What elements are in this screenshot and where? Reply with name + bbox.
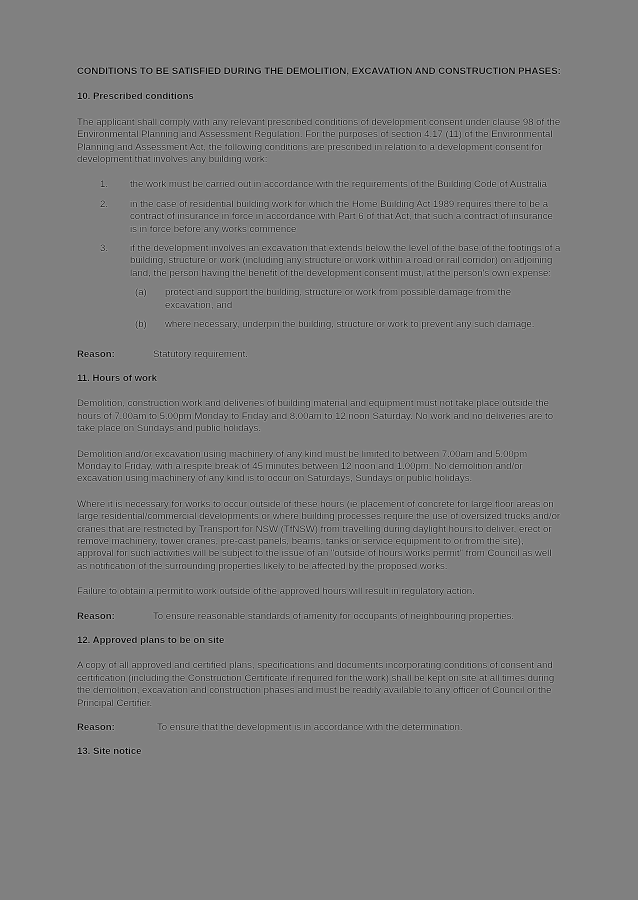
sub-list-item xyxy=(77,319,561,331)
section-11-heading: 11. Hours of work xyxy=(77,372,157,384)
sub-list-item-label: (a) xyxy=(135,287,147,299)
list-item xyxy=(77,199,561,236)
section-10-heading: 10. Prescribed conditions xyxy=(77,91,194,103)
list-item-number: 2. xyxy=(100,198,109,210)
document-page xyxy=(77,66,561,759)
sub-list-item-text: where necessary, underpin the building, structure or work to prevent any such damage. xyxy=(165,319,535,331)
reason-label: Reason: xyxy=(77,348,115,360)
sub-list-item-text: protect and support the building, structure or work from possible damage from the excavation, and xyxy=(165,287,512,311)
sub-list-item xyxy=(77,287,561,312)
reason-row xyxy=(77,349,561,361)
list-item-number: 1. xyxy=(100,179,109,191)
section-13-heading: 13. Site notice xyxy=(77,746,142,758)
reason-row xyxy=(77,722,561,734)
reason-text: To ensure that the development is in accordance with the determination. xyxy=(157,722,463,734)
sub-list-item-label: (b) xyxy=(135,319,147,331)
reason-label: Reason: xyxy=(77,722,115,734)
document-title: CONDITIONS TO BE SATISFIED DURING THE DEMOLITION, EXCAVATION AND CONSTRUCTION PHASES: xyxy=(77,66,561,77)
reason-text: To ensure reasonable standards of amenity for occupants of neighbouring properties. xyxy=(153,610,515,622)
list-item xyxy=(77,179,561,191)
reason-text: Statutory requirement. xyxy=(153,348,248,360)
section-11-paragraph: Demolition and/or excavation using machinery of any kind must be limited to between 7.00am and 5.00pm Monday to Friday, with a respite break of 45 minutes between 12 noon and 1.00pm. No demolition and/or excavation using machinery of any kind is to occur on Saturdays, Sundays or public holidays. xyxy=(77,448,528,485)
section-11-paragraph: Where it is necessary for works to occur outside of these hours (ie placement of concrete for large floor areas on large residential/commercial developments or where building processes require the use of oversized trucks and/or cranes that are restricted by Transport for NSW (TfNSW) from travelling during daylight hours to deliver, erect or remove machinery, tower cranes, pre-cast panels, beams, tanks or service equipment to or from the site), approval for such activities will be subject to the issue of an "outside of hours works permit" from Council as well as notification of the surrounding properties likely to be affected by the proposed works. xyxy=(77,498,561,572)
list-item-text: the work must be carried out in accordance with the requirements of the Building Code of Australia xyxy=(130,179,548,191)
section-10-intro: The applicant shall comply with any relevant prescribed conditions of development consent under clause 98 of the Environmental Planning and Assessment Regulation. For the purposes of section 4.17 (11) of the Environmental Planning and Assessment Act, the following conditions are prescribed in relation to a development consent for development that involves any building work: xyxy=(77,116,561,166)
list-item xyxy=(77,243,561,280)
list-item-text: if the development involves an excavation that extends below the level of the base of the footings of a building, structure or work (including any structure or work within a road or rail corridor) on adjoining land, the person having the benefit of the development consent must, at the person's own expense: xyxy=(130,243,561,279)
list-item-text: in the case of residential building work for which the Home Building Act 1989 requires there to be a contract of insurance in force in accordance with Part 6 of that Act, that such a contract of insurance is in force before any works commence xyxy=(130,198,553,235)
section-11-paragraph: Demolition, construction work and deliveries of building material and equipment must not take place outside the hours of 7.00am to 5.00pm Monday to Friday and 8.00am to 12 noon Saturday. No work and no deliveries are to take place on Sundays and public holidays. xyxy=(77,398,554,435)
section-12-paragraph: A copy of all approved and certified plans, specifications and documents incorporating conditions of consent and certification (including the Construction Certificate if required for the work) shall be kept on site at all times during the demolition, excavation and construction phases and must be readily available to any officer of Council or the Principal Certifier. xyxy=(77,660,555,709)
section-11-paragraph: Failure to obtain a permit to work outside of the approved hours will result in regulatory action. xyxy=(77,586,475,598)
section-12-heading: 12. Approved plans to be on site xyxy=(77,635,225,646)
reason-row xyxy=(77,611,561,623)
list-item-number: 3. xyxy=(100,243,109,255)
reason-label: Reason: xyxy=(77,610,115,622)
